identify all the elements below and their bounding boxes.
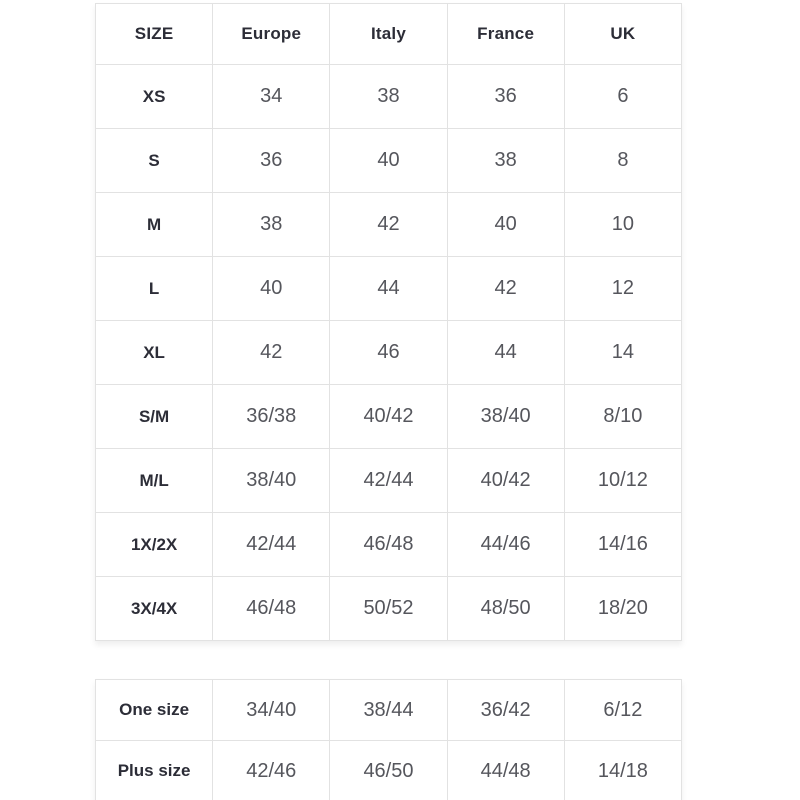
table-cell: 14/18: [564, 741, 681, 800]
table-cell: 44: [447, 321, 564, 385]
row-label: One size: [96, 680, 213, 741]
row-label: XL: [96, 321, 213, 385]
row-label: M: [96, 193, 213, 257]
table-cell: 34/40: [213, 680, 330, 741]
table-cell: 42: [330, 193, 447, 257]
table-row-xs: [96, 65, 682, 129]
row-label: S: [96, 129, 213, 193]
row-label: L: [96, 257, 213, 321]
table-cell: 44/48: [447, 741, 564, 800]
table-cell: 10: [564, 193, 681, 257]
table-cell: 6: [564, 65, 681, 129]
table-cell: 40: [447, 193, 564, 257]
table-cell: 38: [213, 193, 330, 257]
table-cell: 40: [213, 257, 330, 321]
size-chart-area: [95, 3, 682, 800]
row-label: 1X/2X: [96, 513, 213, 577]
column-header-europe: Europe: [213, 4, 330, 65]
table-cell: 38/40: [213, 449, 330, 513]
table-cell: 6/12: [564, 680, 681, 741]
table-cell: 8/10: [564, 385, 681, 449]
table-cell: 46/50: [330, 741, 447, 800]
table-row-l: [96, 257, 682, 321]
table-cell: 14/16: [564, 513, 681, 577]
table-cell: 42/44: [213, 513, 330, 577]
column-header-size: SIZE: [96, 4, 213, 65]
table-cell: 34: [213, 65, 330, 129]
row-label: XS: [96, 65, 213, 129]
table-row-one-size: [96, 680, 682, 741]
table-row-s: [96, 129, 682, 193]
table-cell: 44: [330, 257, 447, 321]
table-cell: 46/48: [213, 577, 330, 641]
table-cell: 14: [564, 321, 681, 385]
row-label: S/M: [96, 385, 213, 449]
table-row-m: [96, 193, 682, 257]
table-header-row: [96, 4, 682, 65]
table-cell: 46: [330, 321, 447, 385]
table-cell: 46/48: [330, 513, 447, 577]
row-label: Plus size: [96, 741, 213, 800]
table-cell: 8: [564, 129, 681, 193]
table-row-s-m: [96, 385, 682, 449]
table-cell: 42: [213, 321, 330, 385]
table-cell: 38/40: [447, 385, 564, 449]
table-cell: 36: [213, 129, 330, 193]
table-cell: 48/50: [447, 577, 564, 641]
table-cell: 40/42: [330, 385, 447, 449]
table-cell: 36: [447, 65, 564, 129]
row-label: M/L: [96, 449, 213, 513]
column-header-italy: Italy: [330, 4, 447, 65]
table-cell: 36/38: [213, 385, 330, 449]
table-cell: 36/42: [447, 680, 564, 741]
table-body: [96, 680, 682, 800]
table-cell: 18/20: [564, 577, 681, 641]
table-body: [96, 65, 682, 641]
table-cell: 38: [330, 65, 447, 129]
column-header-france: France: [447, 4, 564, 65]
table-cell: 10/12: [564, 449, 681, 513]
table-cell: 40/42: [447, 449, 564, 513]
table-row-m-l: [96, 449, 682, 513]
table-cell: 50/52: [330, 577, 447, 641]
table-cell: 42/46: [213, 741, 330, 800]
table-cell: 40: [330, 129, 447, 193]
row-label: 3X/4X: [96, 577, 213, 641]
size-conversion-table-main: [95, 3, 682, 641]
table-cell: 42: [447, 257, 564, 321]
column-header-uk: UK: [564, 4, 681, 65]
table-row-xl: [96, 321, 682, 385]
table-row-1x-2x: [96, 513, 682, 577]
table-cell: 12: [564, 257, 681, 321]
table-cell: 44/46: [447, 513, 564, 577]
table-row-plus-size: [96, 741, 682, 800]
table-row-3x-4x: [96, 577, 682, 641]
table-cell: 38/44: [330, 680, 447, 741]
size-conversion-table-onesize: [95, 679, 682, 800]
table-cell: 42/44: [330, 449, 447, 513]
table-cell: 38: [447, 129, 564, 193]
